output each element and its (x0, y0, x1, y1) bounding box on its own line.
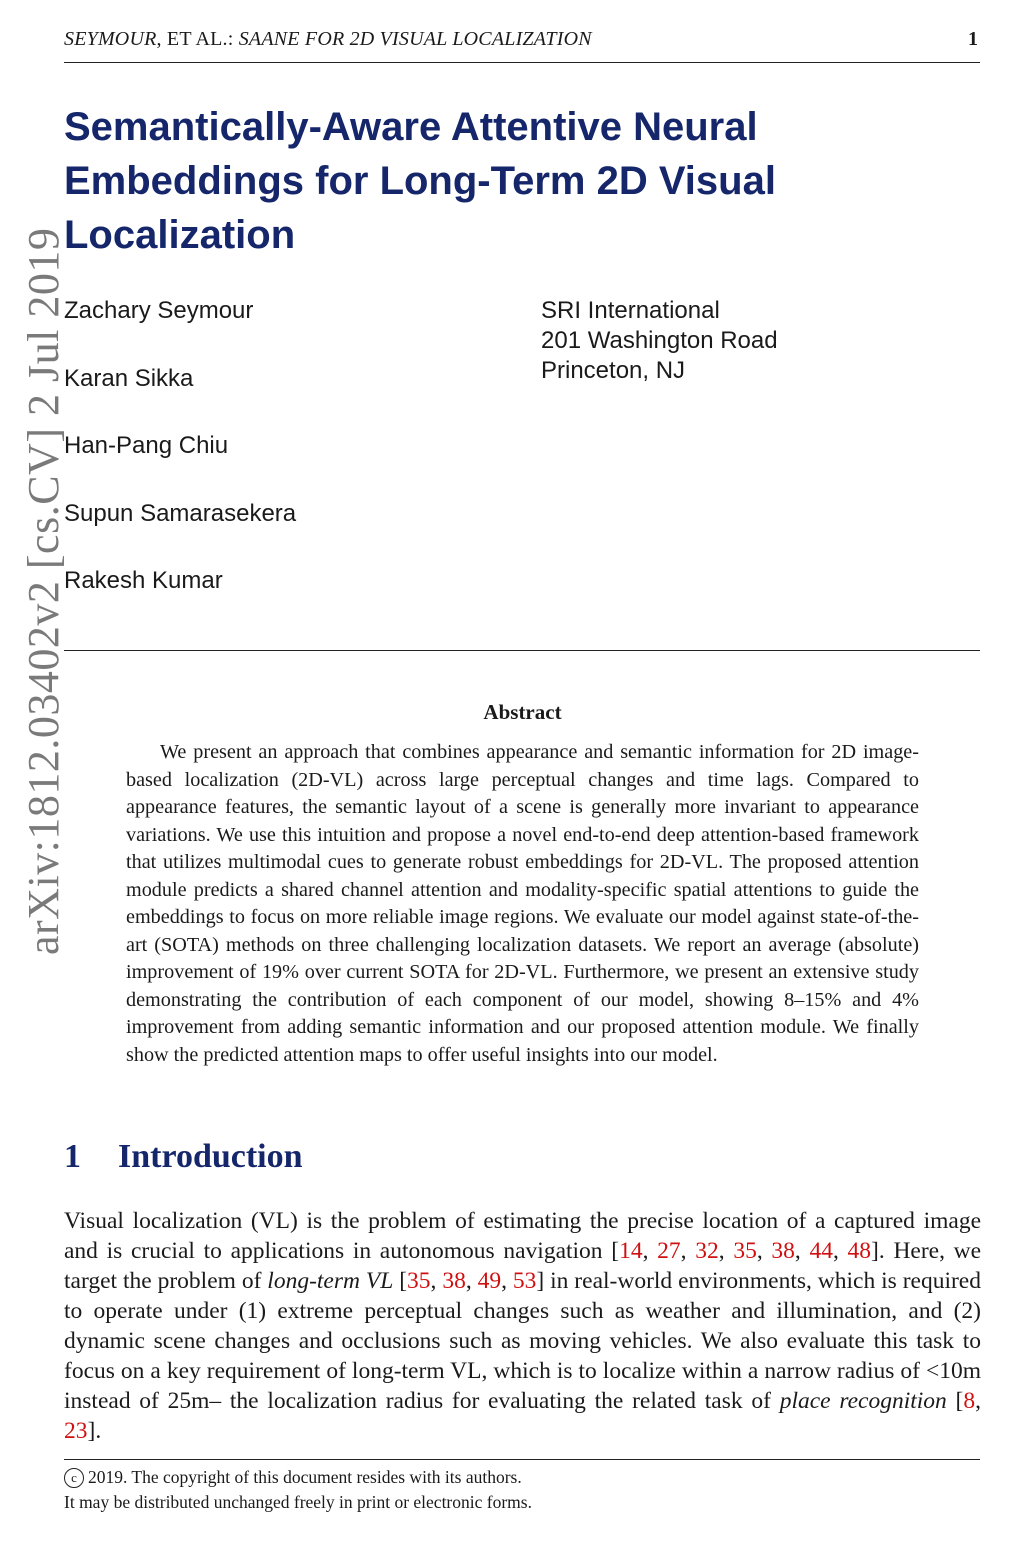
author-name: Supun Samarasekera (64, 499, 297, 527)
section-title: Introduction (118, 1138, 303, 1175)
intro-text: [ (393, 1268, 408, 1294)
running-head-etal: , ET AL. (156, 28, 228, 50)
affiliation-line: 201 Washington Road (541, 327, 778, 354)
section-heading (64, 1138, 303, 1176)
paper-title: Semantically-Aware Attentive Neural Embeddings for Long-Term 2D Visual Localization (64, 105, 776, 257)
author-name: Karan Sikka (64, 364, 194, 392)
intro-text: Visual localization (VL) is the problem of estimating the precise location of a captured image and is crucial to applications in autonomous navigation [ (64, 1208, 981, 1264)
citation-link[interactable]: 14 (619, 1238, 643, 1264)
divider (64, 650, 980, 651)
page-number: 1 (968, 28, 978, 50)
affiliation-line: Princeton, NJ (541, 357, 686, 384)
intro-paragraph: Visual localization (VL) is the problem of estimating the precise location of a captured image and is crucial to applications in autonomous navigation [14, 27, 32, 35, 38, 44, 48]. Here, we target the problem of long-term VL [35, 38, 49, 53] in real-world environments, which is required to operate under (1) extreme perceptual changes such as weather and illumination, and (2) dynamic scene changes and occlusions such as moving vehicles. We also evaluate this task to focus on a key requirement of long-term VL, which is to localize within a narrow radius of <10m instead of 25m– the localization radius for evaluating the related task of place recognition [8, 23]. (64, 1208, 982, 1444)
citation-link[interactable]: 48 (847, 1238, 872, 1264)
copyright-footer (64, 1465, 532, 1515)
intro-emphasis: place recognition (779, 1388, 947, 1414)
running-head-authors: SEYMOUR (64, 28, 157, 50)
copyright-line: 2019. The copyright of this document resides with its authors. (88, 1467, 522, 1487)
author-name: Rakesh Kumar (64, 567, 223, 594)
citation-link[interactable]: 38 (442, 1268, 466, 1294)
author-name: Han-Pang Chiu (64, 432, 229, 459)
author-name: Zachary Seymour (64, 297, 254, 324)
author-list (64, 296, 296, 634)
section-number: 1 (64, 1138, 81, 1175)
citation-link[interactable]: 49 (477, 1268, 502, 1294)
citation-link[interactable]: 38 (771, 1238, 795, 1264)
citation-link[interactable]: 53 (512, 1268, 537, 1294)
running-head (64, 28, 592, 51)
arxiv-stamp: arXiv:1812.03402v2 [cs.CV] 2 Jul 2019 (19, 227, 68, 955)
distribution-line: It may be distributed unchanged freely in print or electronic forms. (64, 1492, 532, 1512)
affiliation (541, 296, 778, 386)
citation-link[interactable]: 27 (657, 1238, 681, 1264)
running-header (64, 26, 980, 63)
citation-link[interactable]: 35 (733, 1238, 757, 1264)
citation-link[interactable]: 44 (809, 1238, 833, 1264)
running-head-colon: : (227, 28, 239, 50)
footnote-divider (64, 1459, 980, 1460)
intro-text: ]. Here, we target the problem of (64, 1238, 982, 1294)
citation-link[interactable]: 23 (64, 1418, 88, 1444)
abstract-text: We present an approach that combines appearance and semantic information for 2D image-based localization (2D-VL) across large perceptual changes and time lags. Compared to appearance features, the semantic layout of a scene is generally more invariant to appearance variations. We use this intuition and propose a novel end-to-end deep attention-based framework that utilizes multimodal cues to generate robust embeddings for 2D-VL. The proposed attention module predicts a shared channel attention and modality-specific spatial attentions to guide the embeddings to focus on more reliable image regions. We evaluate our model against state-of-the-art (SOTA) methods on three challenging localization datasets. We report an average (absolute) improvement of 19% over current SOTA for 2D-VL. Furthermore, we present an extensive study demonstrating the contribution of each component of our model, showing 8–15% and 4% improvement from adding semantic information and our proposed attention module. We finally show the predicted attention maps to offer useful insights into our model. (126, 741, 919, 1066)
affiliation-line: SRI International (541, 297, 720, 324)
citation-link[interactable]: 8 (963, 1388, 976, 1414)
citation-link[interactable]: 32 (695, 1238, 719, 1264)
copyright-icon: c (64, 1468, 84, 1488)
intro-text: ]. (87, 1418, 102, 1444)
intro-emphasis: long-term VL (267, 1268, 394, 1294)
intro-text: ] in real-world environments, which is required to operate under (1) extreme perceptual changes such as weather and illumination, and (2) dynamic scene changes and occlusions such as moving vehicles. We also evaluate this task to focus on a key requirement of long-term VL, which is to localize within a narrow radius of <10m instead of 25m– the localization radius for evaluating the related task of (64, 1268, 981, 1414)
abstract-heading: Abstract (483, 700, 562, 724)
citation-link[interactable]: 35 (407, 1268, 431, 1294)
intro-text: [ (946, 1388, 964, 1414)
running-head-title: SAANE FOR 2D VISUAL LOCALIZATION (238, 28, 592, 50)
